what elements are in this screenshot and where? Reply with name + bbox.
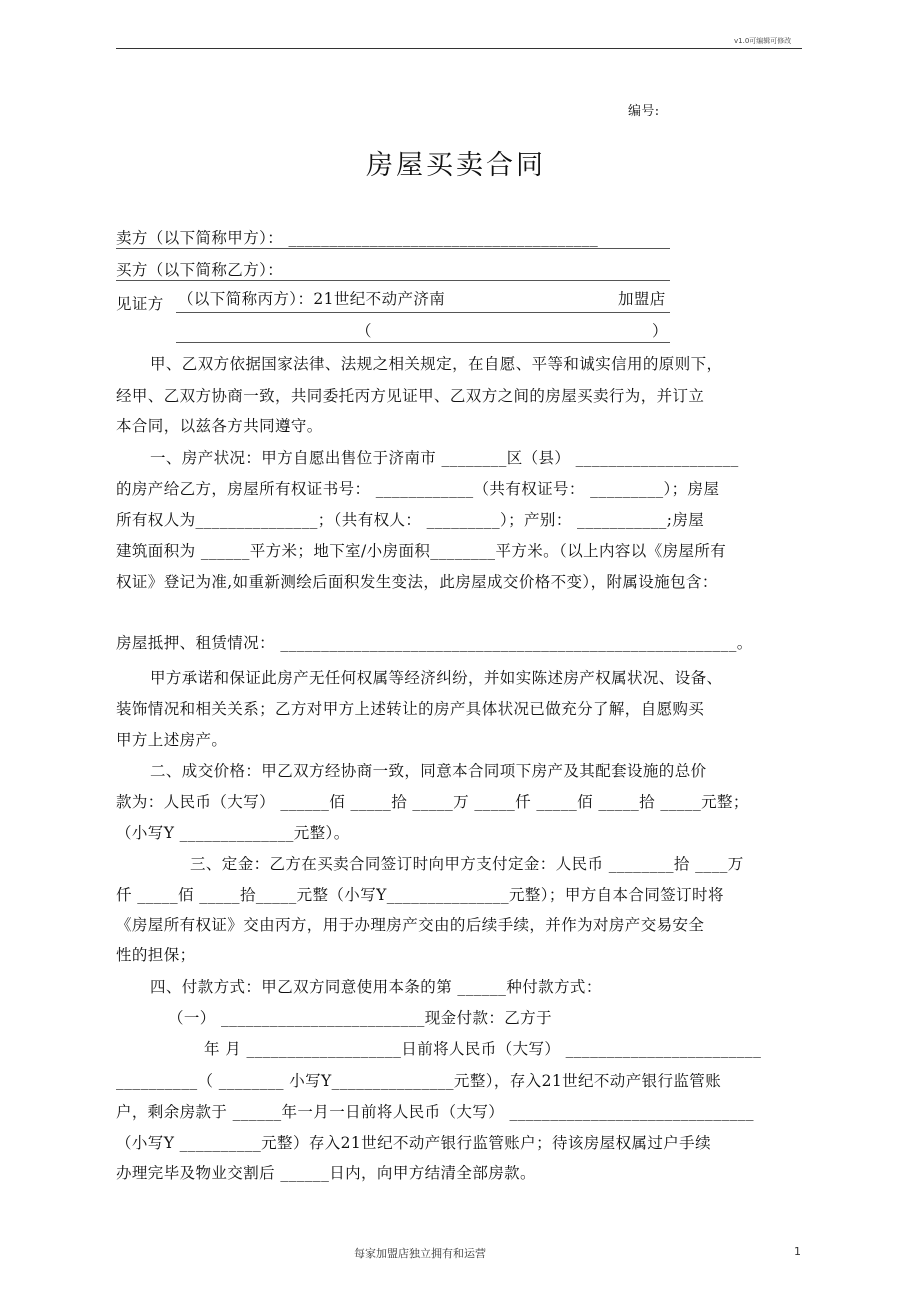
- text-line: （小写Y ______________元整）。: [116, 824, 350, 842]
- text-line: （一） _________________________现金付款：乙方于: [168, 1009, 552, 1027]
- text-line: 办理完毕及物业交割后 ______日内，向甲方结清全部房款。: [116, 1164, 536, 1182]
- text-line: 甲方上述房产。: [116, 731, 228, 749]
- text-line: 款为：人民币（大写） ______佰 _____拾 _____万 _____仟 _____佰 _____拾 _____元整；: [116, 793, 749, 811]
- section-1-heading-line: 一、房产状况：甲方自愿出售位于济南市 ________区（县） ____________________: [150, 449, 739, 467]
- section-4-heading-line: 四、付款方式：甲乙双方同意使用本条的第 ______种付款方式：: [150, 978, 602, 996]
- text-line: 权证》登记为准,如重新测绘后面积发生变法，此房屋成交价格不变），附属设施包含：: [116, 573, 718, 591]
- document-number-label: 编号:: [628, 104, 660, 119]
- footer-note: 每家加盟店独立拥有和运营: [354, 1247, 486, 1260]
- text-line: __________（ ________ 小写Y_______________元整），存入21世纪不动产银行监管账: [116, 1072, 722, 1090]
- text-line: 甲方承诺和保证此房产无任何权属等经济纠纷，并如实陈述房产权属状况、设备、: [150, 669, 723, 687]
- text-line: 仟 _____佰 _____拾_____元整（小写Y_______________元整）；甲方自本合同签订时将: [116, 886, 724, 904]
- text-line: 性的担保；: [116, 946, 196, 964]
- text-line: 装饰情况和相关关系；乙方对甲方上述转让的房产具体状况已做充分了解，自愿购买: [116, 700, 705, 718]
- mortgage-lease-line: 房屋抵押、租赁情况： ________________________________________________________。: [116, 634, 753, 652]
- seller-line: 卖方（以下简称甲方）： ______________________________________: [116, 229, 599, 247]
- section-2-heading-line: 二、成交价格：甲乙双方经协商一致，同意本合同项下房产及其配套设施的总价: [150, 762, 707, 780]
- text-line: 的房产给乙方，房屋所有权证书号： ____________（共有权证号： _________）；房屋: [116, 480, 720, 498]
- witness-underline: [176, 312, 670, 313]
- header-version-note: v1.0可编辑可修改: [734, 37, 792, 45]
- text-line: 本合同，以兹各方共同遵守。: [116, 417, 323, 435]
- paren-open: （: [356, 322, 372, 340]
- text-line: 经甲、乙双方协商一致，共同委托丙方见证甲、乙双方之间的房屋买卖行为，并订立: [116, 387, 705, 405]
- document-title: 房屋买卖合同: [366, 150, 546, 181]
- header-rule: [116, 48, 802, 49]
- text-line: 年 月 ___________________日前将人民币（大写） ________________________: [204, 1040, 762, 1058]
- text-line: 所有权人为_______________；（共有权人： _________）；产别： ___________;房屋: [116, 511, 705, 529]
- buyer-line: 买方（以下简称乙方）：: [116, 261, 284, 279]
- witness-text: （以下简称丙方）：21世纪不动产济南: [178, 290, 446, 308]
- buyer-underline: [116, 280, 670, 281]
- section-3-heading-line: 三、定金：乙方在买卖合同签订时向甲方支付定金：人民币 ________拾 ____万: [190, 855, 744, 873]
- text-line: 《房屋所有权证》交由丙方，用于办理房产交由的后续手续，并作为对房产交易安全: [116, 916, 705, 934]
- paren-underline: [176, 342, 670, 343]
- text-line: 建筑面积为 ______平方米；地下室/小房面积________平方米。（以上内容以《房屋所有: [116, 542, 727, 560]
- page-number: 1: [794, 1245, 801, 1258]
- seller-underline: [116, 248, 670, 249]
- witness-label: 见证方: [116, 295, 164, 313]
- text-line: 户，剩余房款于 ______年一月一日前将人民币（大写） ______________________________: [116, 1103, 754, 1121]
- paren-close: ）: [652, 322, 668, 340]
- witness-store: 加盟店: [618, 290, 666, 308]
- text-line: 甲、乙双方依据国家法律、法规之相关规定，在自愿、平等和诚实信用的原则下，: [150, 355, 723, 373]
- text-line: （小写Y __________元整）存入21世纪不动产银行监管账户；待该房屋权属过户手续: [116, 1134, 711, 1152]
